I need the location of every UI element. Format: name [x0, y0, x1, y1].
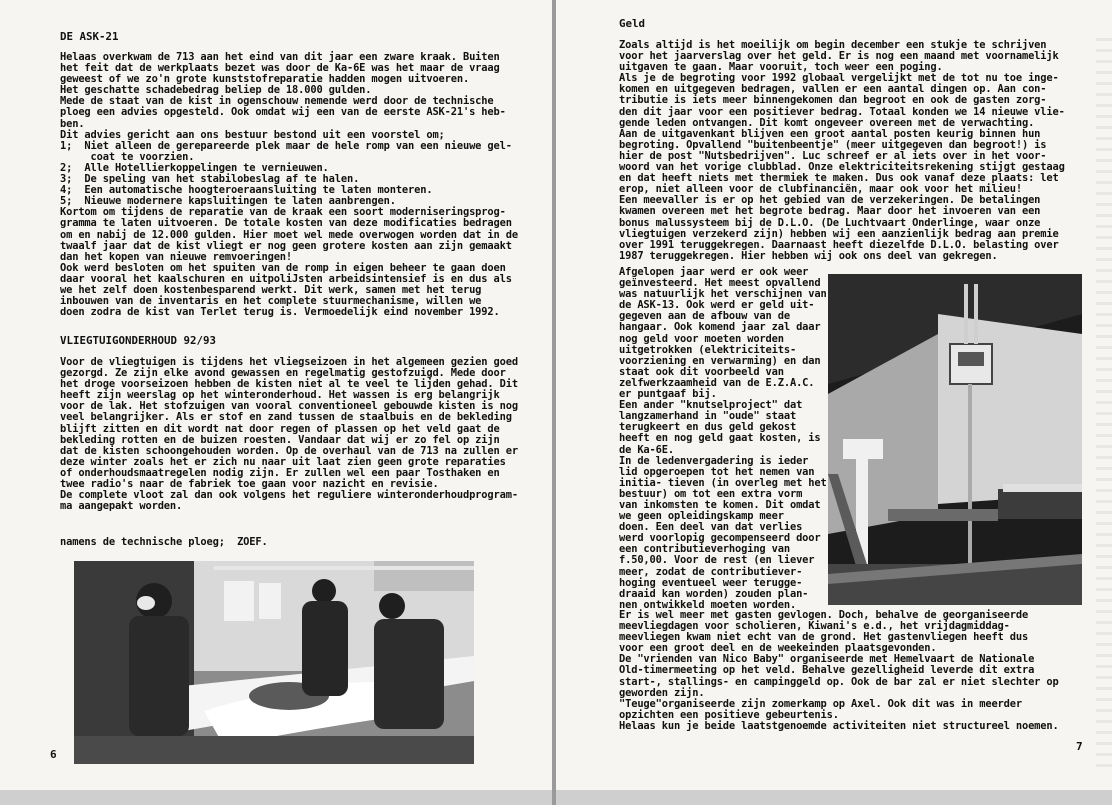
- investment-text-column: Afgelopen jaar werd er ook weer geïnvesteerd. Het meest opvallend was natuurlijk het verschijnen van de ASK-13. Ook werd er geld uit- gegeven aan de afbouw van de hangaar. Ook komend jaar zal daar nog geld voor moeten worden uitgetrokken (elektriciteits- voorziening en verwarming) en dan staat ook dit voorbeeld van zelfwerkzaamheid van de E.Z.A.C. er puntgaaf bij. Een ander "knutselproject" dat langzamerhand in "oude" staat terugkeert en dus geld gekost heeft en nog geld gaat kosten, is de Ka-6E. In de ledenvergadering is ieder lid opgeroepen tot het nemen van initia- tieven (in overleg met het bestuur) om tot een extra vorm van inkomsten te komen. Dit omdat we geen opleidingskamp meer doen. Een deel van dat verlies werd voorlopig gecompenseerd door een contributieverhoging van f.50,00. Voor de rest (en liever meer, zodat de contributiever- hoging eventueel weer terugge- draaid kan worden) zouden plan- nen ontwikkeld moeten worden.: [619, 266, 827, 611]
- page-number-left: 6: [50, 748, 57, 761]
- section-title-geld: Geld: [619, 17, 646, 30]
- scan-background: [0, 790, 1112, 805]
- workshop-photo-image: [74, 561, 474, 764]
- hangar-photo: [828, 274, 1082, 605]
- section-title-ask21: DE ASK-21: [60, 30, 119, 43]
- onderhoud-body-text: Voor de vliegtuigen is tijdens het vliegseizoen in het algemeen gezien goed gezorgd. Ze zijn elke avond gewassen en regelmatig gestofzuigd. Mede door het droge voorseizoen hebben de kisten niet al te veel te lijden gehad. Dit heeft zijn weerslag op het winteronderhoud. Het wassen is erg belangrijk voor de lak. Het stofzuigen van vooral conventioneel gebouwde kisten is nog veel belangrijker. Als er stof en zand tussen de staalbuis en de bekleding blijft zitten en dit wordt nat door regen of plassen op het veld gaat de bekleding rotten en de buizen roesten. Vandaar dat wij er zo fel op zijn dat de kisten schoongehouden worden. Op de overhaul van de 713 na zullen er deze winter zoals het er zich nu naar uit laat zien geen grote reparaties of onderhoudsmaatregelen nodig zijn. Er zullen wel een paar Tosthaken en twee radio's naar de fabriek toe gaan voor nazicht en revisie. De complete vloot zal dan ook volgens het reguliere winteronderhoudprogram- ma aangepakt worden.: [60, 356, 518, 513]
- geld-body-text: Zoals altijd is het moeilijk om begin december een stukje te schrijven voor het jaarverslag over het geld. Er is nog een maand met voornamelijk uitgaven te gaan. Maar vooruit, toch weer een poging. Als je de begroting voor 1992 globaal vergelijkt met de tot nu toe inge- komen en uitgegeven bedragen, vallen er een aantal dingen op. Aan con- tributie is iets meer binnengekomen dan begroot en ook de gasten zorg- den dit jaar voor een positiever bedrag. Totaal konden we 14 nieuwe vlie- gende leden ontvangen. Dit komt ongeveer overeen met de verwachting. Aan de uitgavenkant blijven een groot aantal posten keurig binnen hun begroting. Opvallend "buitenbeentje" (meer uitgegeven dan begroot!) is hier de post "Nutsbedrijven". Luc schreef er al iets over in het voor- woord van het vorige clubblad. Onze elektriciteitsrekening stijgt gestaag en dat heeft niets met thermiek te maken. Dus ook vanaf deze plaats: let erop, niet alleen voor de clubfinanciën, maar ook voor het milieu! Een meevaller is er op het gebied van de verzekeringen. De betalingen kwamen overeen met het begrote bedrag. Maar door het invoeren van een bonus malussysteem bij de D.L.O. (De Luchtvaart Onderlinge, waar onze vliegtuigen verzekerd zijn) hebben wij een aanzienlijk bedrag aan premie over 1991 teruggekregen. Daarnaast heeft diezelfde D.L.O. belasting over 1987 teruggekregen. Hier hebben wij ook ons deel van gekregen.: [619, 39, 1065, 262]
- left-page: [0, 0, 553, 790]
- section-title-onderhoud: VLIEGTUIGONDERHOUD 92/93: [60, 334, 217, 347]
- right-page: [556, 0, 1112, 790]
- workshop-photo: [74, 561, 474, 764]
- signature: namens de technische ploeg; ZOEF.: [60, 536, 268, 548]
- page-number-right: 7: [1076, 740, 1083, 753]
- show-through-text: [1096, 30, 1112, 770]
- guest-flying-text: Er is wel meer met gasten gevlogen. Doch, behalve de georganiseerde meevliegdagen voor scholieren, Kiwani's e.d., het vrijdagmiddag- meevliegen kwam niet echt van de grond. Het gastenvliegen heeft dus voor een groot deel en de weekeinden plaatsgevonden. De "vrienden van Nico Baby" organiseerde met Hemelvaart de Nationale Old-timermeeting op het veld. Behalve gezelligheid leverde dit extra start-, stallings- en campinggeld op. Ook de bar zal er niet slechter op geworden zijn. "Teuge"organiseerde zijn zomerkamp op Axel. Ook dit was in meerder opzichten een positieve gebeurtenis. Helaas kun je beide laatstgenoemde activiteiten niet structureel noemen.: [619, 609, 1059, 732]
- ask21-body-text: Helaas overkwam de 713 aan het eind van dit jaar een zware kraak. Buiten het feit dat de werkplaats bezet was door de Ka-6E was het maar de vraag geweest of we zo'n grote kunststofreparatie hadden mogen uitvoeren. Het geschatte schadebedrag beliep de 18.000 gulden. Mede de staat van de kist in ogenschouw nemende werd door de technische ploeg een advies opgesteld. Ook omdat wij een van de eerste ASK-21's heb- ben. Dit advies gericht aan ons bestuur bestond uit een voorstel om; 1; Niet alleen de gerepareerde plek maar de hele romp van een nieuwe gel- coat te voorzien. 2; Alle Hotellierkoppelingen te vernieuwen. 3; De speling van het stabilobeslag af te halen. 4; Een automatische hoogteroeraansluiting te laten monteren. 5; Nieuwe modernere kapsluitingen te laten aanbrengen. Kortom om tijdens de reparatie van de kraak een soort moderniseringsprog- gramma te laten uitvoeren. De totale kosten van deze modificaties bedragen om en nabij de 12.000 gulden. Hier moet wel mede overwogen worden dat in de twaalf jaar dat de kist vliegt er nog geen grotere kosten aan zijn gemaakt dan het kopen van nieuwe remvoeringen! Ook werd besloten om het spuiten van de romp in eigen beheer te gaan doen daar vooral het kaalschuren en uitpoliJsten arbeidsintensief is en dus als we het zelf doen kostenbesparend werkt. Dit werk, samen met het terug inbouwen van de inventaris en het complete stuurmechanisme, willen we doen zodra de kist van Terlet terug is. Vermoedelijk eind november 1992.: [60, 51, 518, 319]
- hangar-photo-image: [828, 274, 1082, 605]
